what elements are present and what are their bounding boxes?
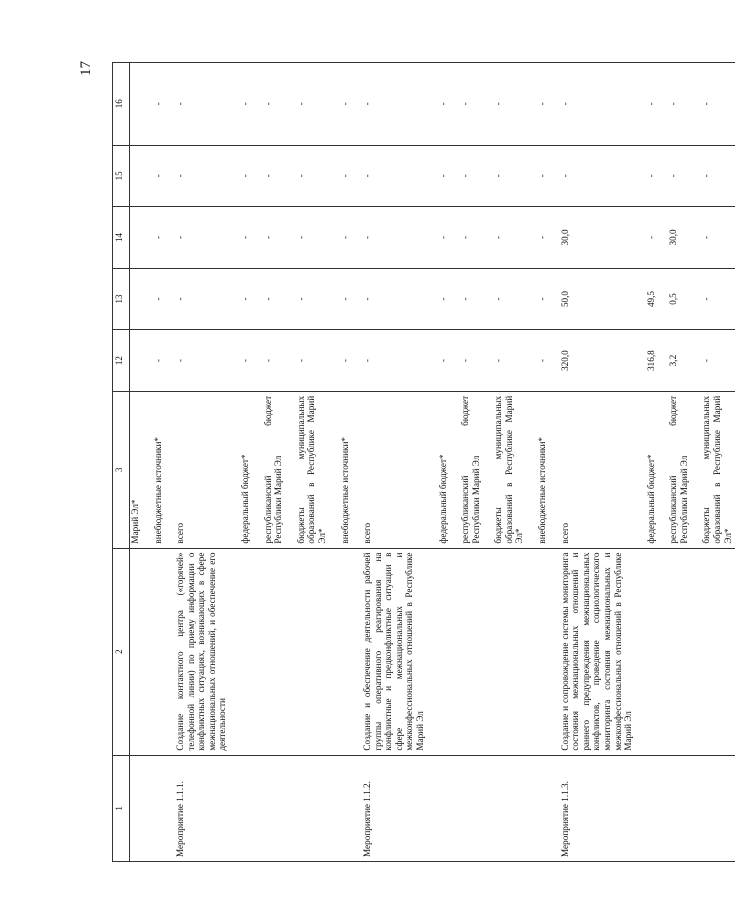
table-row <box>330 63 353 862</box>
value-cell: - <box>230 63 253 146</box>
activity-description-cell <box>636 548 659 755</box>
value-cell: - <box>450 268 483 330</box>
value-cell: - <box>691 145 735 207</box>
header-cell: 16 <box>113 63 130 146</box>
value-cell: - <box>428 145 451 207</box>
funding-source-cell: внебюджетные источники* <box>527 391 550 548</box>
value-cell: 30,0 <box>550 207 636 269</box>
value-cell <box>130 145 143 207</box>
funding-source-cell: федеральный бюджет* <box>636 391 659 548</box>
value-cell: - <box>330 268 353 330</box>
funding-source-cell: республиканский бюджет Республики Марий Эл <box>253 391 286 548</box>
activity-code-cell: Мероприятие 1.1.2. <box>352 755 427 861</box>
value-cell: - <box>165 268 230 330</box>
activity-description-cell: Создание и обеспечение деятельности рабочей группы оперативного реагирования на конфликтные и предконфликтные ситуации в сфере межнациональных и межконфессиональных отношений в Республике Марий Эл <box>352 548 427 755</box>
value-cell <box>130 268 143 330</box>
value-cell: - <box>230 330 253 392</box>
table-row <box>450 63 483 862</box>
activity-code-cell <box>691 755 735 861</box>
funding-source-cell: всего <box>165 391 230 548</box>
value-cell: - <box>527 145 550 207</box>
value-cell: - <box>658 145 691 207</box>
value-cell: 316,8 <box>636 330 659 392</box>
table-row <box>143 63 166 862</box>
header-cell: 13 <box>113 268 130 330</box>
funding-source-cell: федеральный бюджет* <box>230 391 253 548</box>
funding-source-cell: бюджеты муниципальных образований в Республике Марий Эл* <box>286 391 330 548</box>
funding-source-cell: всего <box>550 391 636 548</box>
value-cell: - <box>286 145 330 207</box>
value-cell: - <box>352 207 427 269</box>
value-cell: - <box>428 63 451 146</box>
header-cell: 1 <box>113 755 130 861</box>
value-cell: - <box>450 207 483 269</box>
value-cell: - <box>550 63 636 146</box>
value-cell: 50,0 <box>550 268 636 330</box>
table-row <box>658 63 691 862</box>
funding-source-cell: внебюджетные источники* <box>143 391 166 548</box>
activity-code-cell <box>636 755 659 861</box>
value-cell: - <box>636 145 659 207</box>
activity-code-cell <box>450 755 483 861</box>
value-cell: - <box>253 330 286 392</box>
activity-description-cell <box>286 548 330 755</box>
value-cell: - <box>428 268 451 330</box>
activity-code-cell <box>286 755 330 861</box>
value-cell: - <box>483 268 527 330</box>
value-cell: - <box>527 207 550 269</box>
value-cell: - <box>352 330 427 392</box>
value-cell: - <box>691 330 735 392</box>
activity-code-cell <box>143 755 166 861</box>
table-row <box>691 63 735 862</box>
value-cell: - <box>286 268 330 330</box>
value-cell: - <box>352 63 427 146</box>
value-cell: - <box>691 207 735 269</box>
value-cell: - <box>253 268 286 330</box>
value-cell: - <box>658 63 691 146</box>
funding-source-cell: внебюджетные источники* <box>330 391 353 548</box>
value-cell: - <box>143 330 166 392</box>
activity-code-cell <box>253 755 286 861</box>
value-cell: - <box>253 145 286 207</box>
value-cell: - <box>450 330 483 392</box>
value-cell: - <box>483 145 527 207</box>
table-row <box>352 63 427 862</box>
value-cell: - <box>143 145 166 207</box>
value-cell: - <box>286 207 330 269</box>
funding-source-cell: республиканский бюджет Республики Марий Эл <box>658 391 691 548</box>
activity-description-cell <box>143 548 166 755</box>
funding-source-cell: всего <box>352 391 427 548</box>
activity-description-cell <box>130 548 143 755</box>
activity-description-cell: Создание контактного центра («горячей» телефонной линии) по приему информации о конфликтных ситуациях, возникающих в сфере межнациональных отношений, и обеспечение его деятельности <box>165 548 230 755</box>
value-cell: - <box>352 268 427 330</box>
table-row <box>230 63 253 862</box>
header-cell: 14 <box>113 207 130 269</box>
funding-source-cell: бюджеты муниципальных образований в Республике Марий Эл* <box>691 391 735 548</box>
value-cell: 3,2 <box>658 330 691 392</box>
value-cell: - <box>691 63 735 146</box>
funding-source-cell: бюджеты муниципальных образований в Республике Марий Эл* <box>483 391 527 548</box>
value-cell: - <box>330 63 353 146</box>
activity-description-cell <box>450 548 483 755</box>
activity-description-cell <box>483 548 527 755</box>
value-cell: - <box>428 207 451 269</box>
value-cell: - <box>143 268 166 330</box>
activity-description-cell <box>428 548 451 755</box>
activity-description-cell <box>691 548 735 755</box>
header-cell: 15 <box>113 145 130 207</box>
table-row <box>130 63 143 862</box>
table-row <box>286 63 330 862</box>
rotated-table-wrapper <box>112 62 733 862</box>
value-cell: - <box>527 330 550 392</box>
value-cell: - <box>483 63 527 146</box>
value-cell: - <box>286 63 330 146</box>
activity-code-cell <box>230 755 253 861</box>
activity-description-cell <box>658 548 691 755</box>
value-cell: - <box>165 330 230 392</box>
value-cell: - <box>428 330 451 392</box>
value-cell: - <box>483 207 527 269</box>
value-cell: - <box>450 63 483 146</box>
value-cell: - <box>330 330 353 392</box>
activity-code-cell <box>330 755 353 861</box>
value-cell: - <box>143 63 166 146</box>
value-cell: - <box>286 330 330 392</box>
table-row <box>550 63 636 862</box>
activity-code-cell: Мероприятие 1.1.3. <box>550 755 636 861</box>
value-cell: - <box>483 330 527 392</box>
activity-code-cell <box>527 755 550 861</box>
value-cell: - <box>253 207 286 269</box>
value-cell <box>130 63 143 146</box>
value-cell <box>130 207 143 269</box>
table-row <box>636 63 659 862</box>
activity-code-cell <box>130 755 143 861</box>
value-cell: - <box>165 145 230 207</box>
activity-description-cell <box>330 548 353 755</box>
table-row <box>483 63 527 862</box>
value-cell <box>130 330 143 392</box>
value-cell: - <box>550 145 636 207</box>
funding-source-cell: федеральный бюджет* <box>428 391 451 548</box>
value-cell: - <box>253 63 286 146</box>
value-cell: - <box>636 207 659 269</box>
activity-code-cell <box>428 755 451 861</box>
funding-source-cell: республиканский бюджет Республики Марий Эл <box>450 391 483 548</box>
activity-code-cell <box>483 755 527 861</box>
value-cell: - <box>230 207 253 269</box>
page-number: 17 <box>78 61 94 76</box>
value-cell: - <box>230 145 253 207</box>
table-header-row <box>113 63 130 862</box>
value-cell: 30,0 <box>658 207 691 269</box>
value-cell: - <box>330 145 353 207</box>
table-row <box>428 63 451 862</box>
budget-table <box>112 62 735 862</box>
value-cell: - <box>691 268 735 330</box>
table-row <box>527 63 550 862</box>
value-cell: 320,0 <box>550 330 636 392</box>
value-cell: - <box>330 207 353 269</box>
activity-description-cell <box>230 548 253 755</box>
value-cell: - <box>527 268 550 330</box>
activity-code-cell: Мероприятие 1.1.1. <box>165 755 230 861</box>
value-cell: - <box>165 207 230 269</box>
table-row <box>165 63 230 862</box>
activity-description-cell: Создание и сопровождение системы мониторинга состояния межнациональных отношений и раннего предупреждения межнациональных конфликтов, проведение социологического мониторинга состояния межнациональных и межконфессиональных отношений в Республике Марий Эл <box>550 548 636 755</box>
table-row <box>253 63 286 862</box>
value-cell: - <box>527 63 550 146</box>
value-cell: - <box>352 145 427 207</box>
header-cell: 12 <box>113 330 130 392</box>
value-cell: - <box>143 207 166 269</box>
value-cell: - <box>165 63 230 146</box>
value-cell: - <box>230 268 253 330</box>
funding-source-cell: Марий Эл* <box>130 391 143 548</box>
header-cell: 2 <box>113 548 130 755</box>
value-cell: 0,5 <box>658 268 691 330</box>
value-cell: - <box>636 63 659 146</box>
activity-code-cell <box>658 755 691 861</box>
activity-description-cell <box>527 548 550 755</box>
header-cell: 3 <box>113 391 130 548</box>
activity-description-cell <box>253 548 286 755</box>
value-cell: - <box>450 145 483 207</box>
value-cell: 49,5 <box>636 268 659 330</box>
